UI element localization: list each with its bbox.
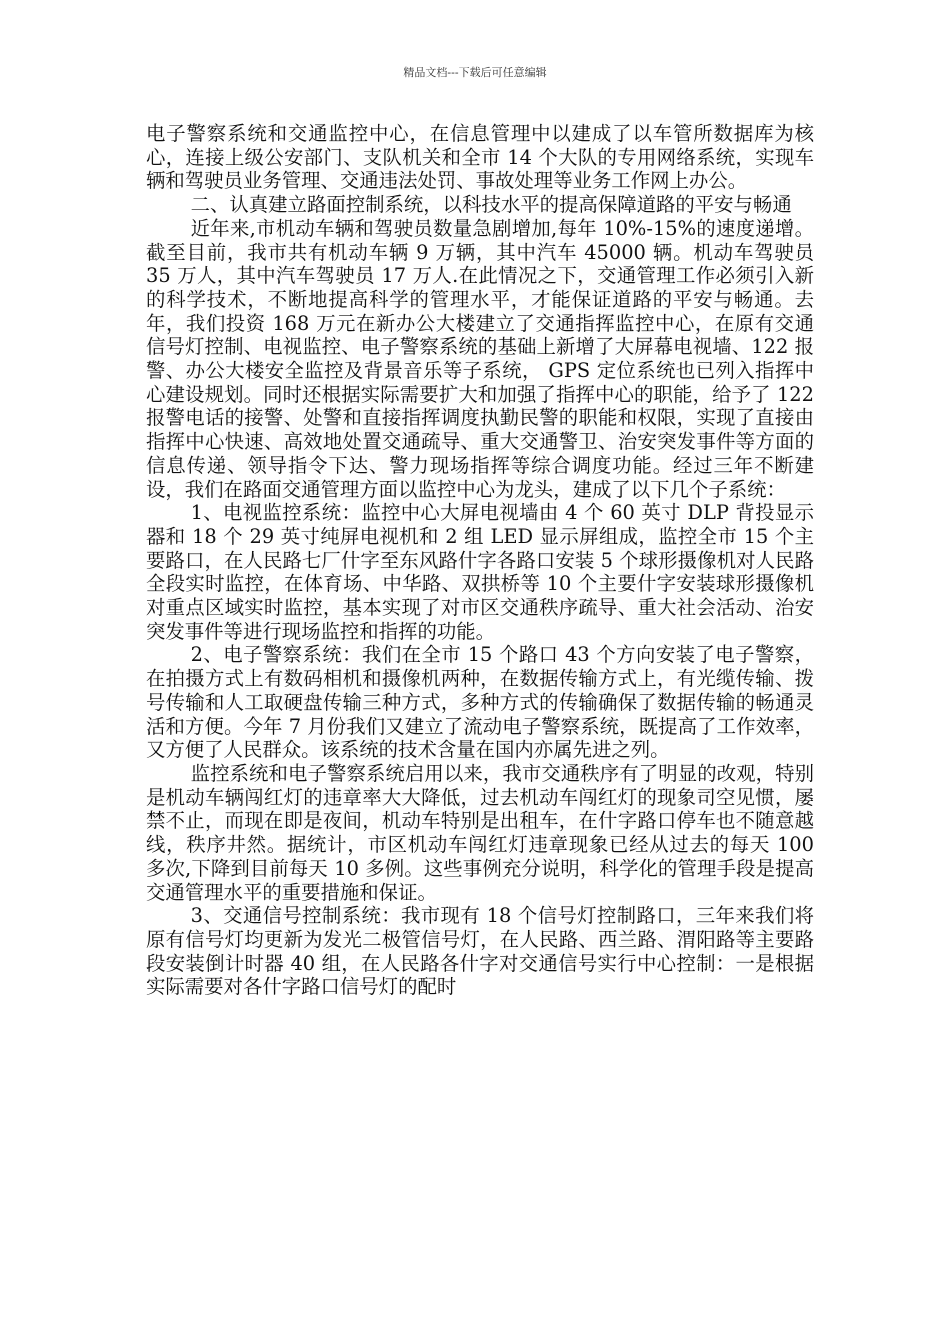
paragraph-signal-control: 3、交通信号控制系统：我市现有 18 个信号灯控制路口，三年来我们将原有信号灯均更新为发光二极管信号灯，在人民路、西兰路、渭阳路等主要路段安装倒计时器 40 组，在人民路各什字对交通信号实行中心控制：一是根据实际需要对各什字路口信号灯的配时 <box>146 904 814 999</box>
paragraph-results: 监控系统和电子警察系统启用以来，我市交通秩序有了明显的改观，特别是机动车辆闯红灯的违章率大大降低，过去机动车闯红灯的现象司空见惯，屡禁不止，而现在即是夜间，机动车特别是出租车，在什字路口停车也不随意越线，秩序井然。据统计，市区机动车闯红灯违章现象已经从过去的每天 100 多次,下降到目前每天 10 多例。这些事例充分说明，科学化的管理手段是提高交通管理水平的重要措施和保证。 <box>146 761 814 904</box>
page-header: 精品文档---下载后可任意编辑 <box>403 66 547 79</box>
paragraph-1: 电子警察系统和交通监控中心，在信息管理中以建成了以车管所数据库为核心，连接上级公安部门、支队机关和全市 14 个大队的专用网络系统，实现车辆和驾驶员业务管理、交通违法处罚、事故处理等业务工作网上办公。 <box>146 122 814 193</box>
document-body <box>146 122 814 999</box>
paragraph-tv-monitoring: 1、电视监控系统：监控中心大屏电视墙由 4 个 60 英寸 DLP 背投显示器和 18 个 29 英寸纯屏电视机和 2 组 LED 显示屏组成，监控全市 15 个主要路口，在人民路七厂什字至东风路什字各路口安装 5 个球形摄像机对人民路全段实时监控，在体育场、中华路、双拱桥等 10 个主要什字安装球形摄像机对重点区域实时监控，基本实现了对市区交通秩序疏导、重大社会活动、治安突发事件等进行现场监控和指挥的功能。 <box>146 501 814 643</box>
paragraph-3: 近年来,市机动车辆和驾驶员数量急剧增加,每年 10%-15%的速度递增。截至目前，我市共有机动车辆 9 万辆，其中汽车 45000 辆。机动车驾驶员 35 万人，其中汽车驾驶员 17 万人.在此情况之下，交通管理工作必须引入新的科学技术，不断地提高科学的管理水平，才能保证道路的平安与畅通。去年，我们投资 168 万元在新办公大楼建立了交通指挥监控中心，在原有交通信号灯控制、电视监控、电子警察系统的基础上新增了大屏幕电视墙、122 报警、办公大楼安全监控及背景音乐等子系统， GPS 定位系统也已列入指挥中心建设规划。同时还根据实际需要扩大和加强了指挥中心的职能，给予了 122 报警电话的接警、处警和直接指挥调度执勤民警的职能和权限，实现了直接由指挥中心快速、高效地处置交通疏导、重大交通警卫、治安突发事件等方面的信息传递、领导指令下达、警力现场指挥等综合调度功能。经过三年不断建设，我们在路面交通管理方面以监控中心为龙头，建成了以下几个子系统： <box>146 216 814 501</box>
section-heading-2: 二、认真建立路面控制系统，以科技水平的提高保障道路的平安与畅通 <box>190 193 792 217</box>
paragraph-electronic-police: 2、电子警察系统：我们在全市 15 个路口 43 个方向安装了电子警察，在拍摄方式上有数码相机和摄像机两种，在数据传输方式上，有光缆传输、拨号传输和人工取硬盘传输三种方式，多种方式的传输确保了数据传输的畅通灵活和方便。今年 7 月份我们又建立了流动电子警察系统，既提高了工作效率，又方便了人民群众。该系统的技术含量在国内亦属先进之列。 <box>146 643 814 762</box>
